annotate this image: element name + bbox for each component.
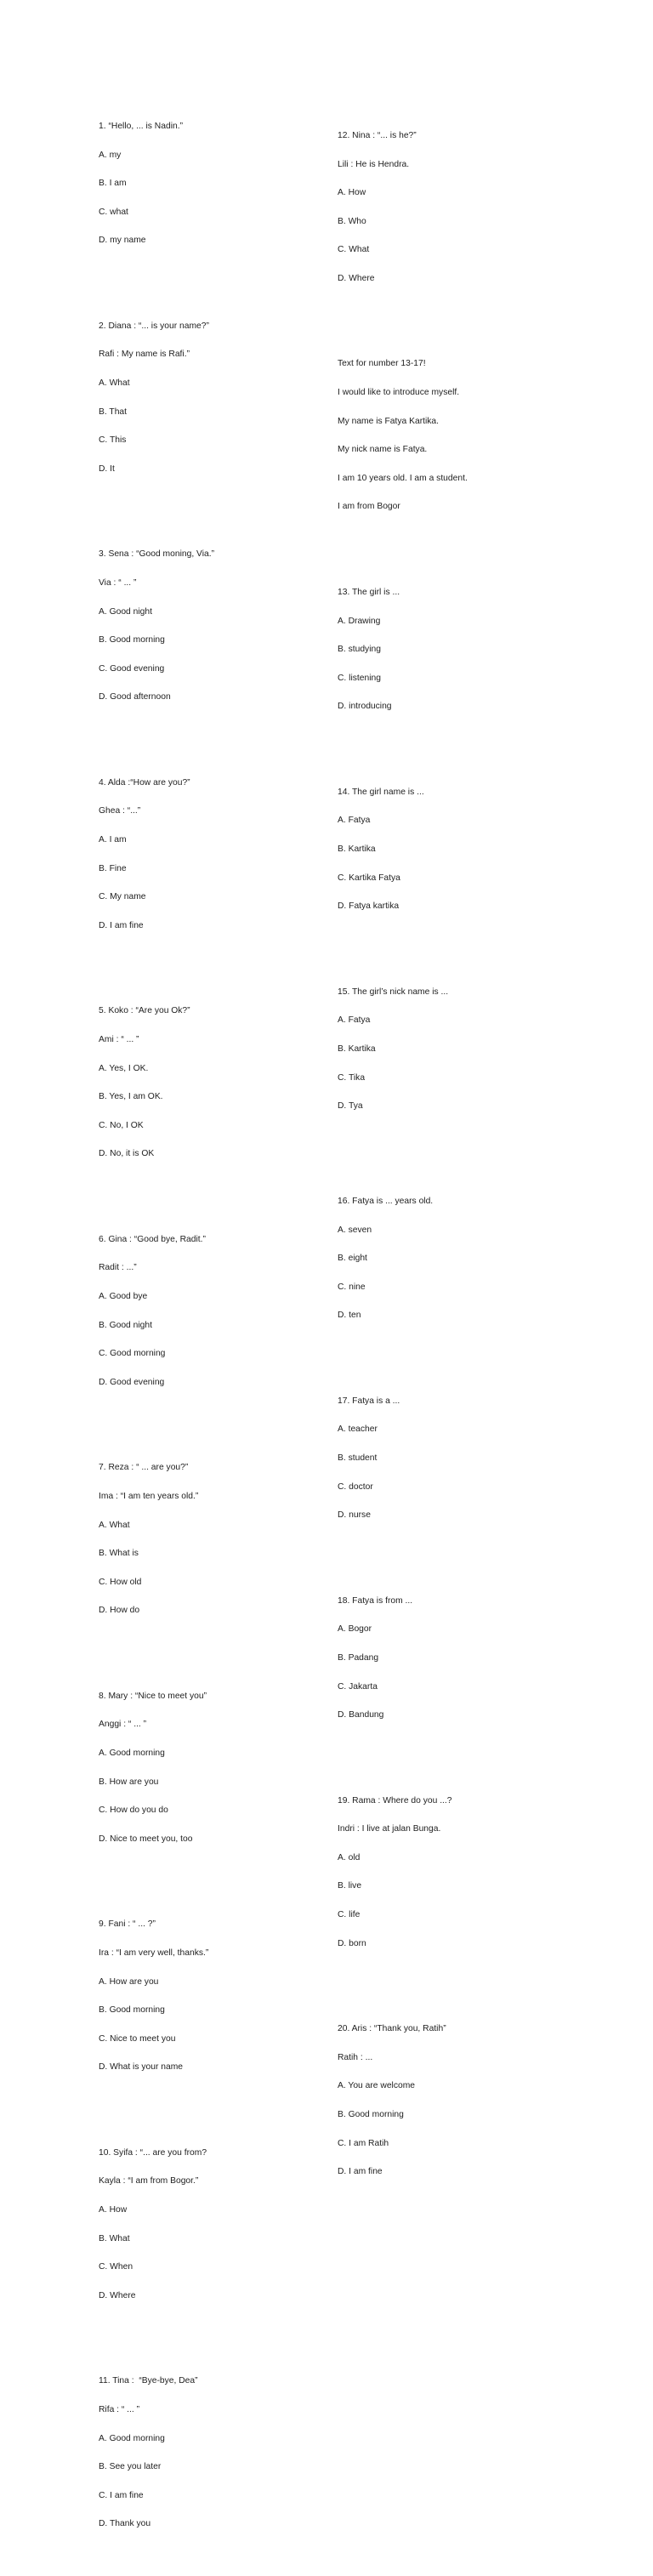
answer-option-b: B. Kartika [338,1043,376,1054]
question-prompt: 7. Reza : “ ... are you?” [99,1463,189,1473]
answer-option-c: C. what [99,207,128,217]
question-16 [338,1178,468,1339]
question-prompt: 11. Tina : “Bye-bye, Dea” [99,2376,198,2386]
question-prompt: 14. The girl name is ... [338,787,424,797]
answer-option-a: A. Good bye [99,1292,148,1301]
answer-option-b: B. What [99,2233,130,2243]
question-10 [99,2130,214,2320]
answer-option-b: B. See you later [99,2462,162,2472]
answer-option-b: B. Good morning [99,2005,165,2016]
answer-option-d: D. nurse [338,1510,371,1521]
answer-option-d: D. Good afternoon [99,692,171,702]
question-prompt: Kayla : “I am from Bogor.” [99,2176,199,2186]
answer-option-d: D. my name [99,236,146,246]
answer-option-b: B. studying [338,645,381,655]
question-5 [99,987,214,1178]
answer-option-b: B. How are you [99,1777,159,1787]
question-prompt: 15. The girl’s nick name is ... [338,987,449,997]
answer-option-d: D. I am fine [99,920,144,930]
answer-option-a: A. Bogor [338,1624,372,1635]
answer-option-c: C. I am fine [99,2490,144,2500]
answer-option-b: B. Who [338,216,366,226]
answer-option-d: D. ten [338,1311,361,1321]
question-3 [99,531,214,721]
question-prompt: Ratih : ... [338,2052,373,2062]
answer-option-d: D. Where [99,2290,136,2300]
answer-option-c: C. My name [99,892,146,902]
question-prompt: 6. Gina : “Good bye, Radit.” [99,1234,206,1244]
left-column [99,74,214,2576]
answer-option-a: A. How [338,188,366,198]
answer-option-c: C. I am Ratih [338,2138,389,2148]
answer-option-d: D. Good evening [99,1377,165,1387]
right-column [338,83,468,2224]
reading-passage [338,340,468,531]
question-prompt: Indri : I live at jalan Bunga. [338,1824,441,1834]
question-17 [338,1378,468,1539]
answer-option-a: A. seven [338,1225,372,1235]
question-prompt: 20. Aris : “Thank you, Ratih” [338,2024,446,2034]
answer-option-b: B. Padang [338,1652,379,1663]
answer-option-c: C. nine [338,1282,366,1292]
answer-option-a: A. Fatya [338,816,371,826]
answer-option-c: C. How do you do [99,1805,168,1816]
answer-option-d: D. Fatya kartika [338,901,400,912]
answer-option-a: A. How [99,2205,128,2215]
question-20 [338,2005,468,2196]
question-9 [99,1901,214,2091]
answer-option-b: B. Fine [99,863,127,873]
answer-option-d: D. Where [338,273,375,283]
answer-option-c: C. life [338,1910,361,1919]
question-7 [99,1444,214,1635]
reading-passage-title: Text for number 13-17! [338,359,426,369]
question-prompt: Via : “ ... ” [99,577,137,588]
reading-passage-line: My name is Fatya Kartika. [338,416,440,426]
answer-option-c: C. Tika [338,1072,366,1083]
answer-option-a: A. Good morning [99,2433,165,2443]
answer-option-d: D. born [338,1938,366,1948]
answer-option-d: D. What is your name [99,2062,183,2073]
answer-option-b: B. live [338,1881,362,1891]
question-prompt: Lili : He is Hendra. [338,159,410,169]
answer-option-a: A. old [338,1852,361,1862]
question-12 [338,112,468,303]
answer-option-d: D. introducing [338,702,392,712]
answer-option-c: C. How old [99,1577,142,1587]
question-prompt: 4. Alda :“How are you?” [99,777,190,788]
answer-option-a: A. What [99,378,130,388]
question-prompt: Rafi : My name is Rafi.” [99,350,190,360]
answer-option-b: B. Good morning [99,635,165,645]
answer-option-c: C. listening [338,673,381,683]
answer-option-b: B. eight [338,1254,367,1264]
answer-option-b: B. What is [99,1549,139,1559]
answer-option-d: D. No, it is OK [99,1149,155,1159]
answer-option-d: D. Tya [338,1101,363,1112]
question-prompt: Ami : “ ... ” [99,1034,139,1044]
answer-option-c: C. doctor [338,1481,373,1492]
question-prompt: Radit : ...” [99,1263,137,1273]
question-19 [338,1777,468,1967]
question-prompt: 19. Rama : Where do you ...? [338,1795,452,1805]
answer-option-a: A. Drawing [338,616,381,626]
answer-option-a: A. How are you [99,1976,159,1987]
question-prompt: 16. Fatya is ... years old. [338,1196,434,1206]
answer-option-c: C. No, I OK [99,1120,144,1130]
answer-option-d: D. Bandung [338,1710,384,1720]
reading-passage-line: I am 10 years old. I am a student. [338,473,468,483]
answer-option-c: C. When [99,2262,133,2272]
answer-option-b: B. student [338,1453,378,1463]
answer-option-b: B. Good night [99,1320,152,1330]
reading-passage-line: I am from Bogor [338,502,400,512]
reading-passage-line: My nick name is Fatya. [338,445,428,455]
answer-option-d: D. I am fine [338,2167,383,2177]
answer-option-a: A. What [99,1520,130,1530]
question-prompt: Ira : “I am very well, thanks.” [99,1948,209,1958]
answer-option-a: A. Good night [99,606,152,617]
answer-option-a: A. my [99,150,122,160]
answer-option-c: C. Nice to meet you [99,2033,176,2044]
answer-option-c: C. Kartika Fatya [338,873,400,883]
answer-option-b: B. Kartika [338,844,376,854]
question-prompt: 10. Syifa : “... are you from? [99,2147,207,2158]
answer-option-b: B. I am [99,179,127,189]
question-14 [338,769,468,930]
answer-option-c: C. What [338,245,370,255]
answer-option-b: B. Yes, I am OK. [99,1092,163,1102]
answer-option-b: B. That [99,407,128,417]
question-1 [99,103,214,264]
question-prompt: 1. “Hello, ... is Nadin.” [99,121,183,131]
answer-option-b: B. Good morning [338,2109,404,2119]
answer-option-c: C. Good morning [99,1349,166,1359]
question-prompt: 3. Sena : “Good moning, Via.” [99,549,215,560]
question-8 [99,1673,214,1863]
question-18 [338,1577,468,1738]
answer-option-a: A. You are welcome [338,2081,416,2091]
question-prompt: 18. Fatya is from ... [338,1595,413,1606]
question-prompt: Ghea : “...” [99,806,141,816]
question-4 [99,759,214,950]
question-prompt: Anggi : “ ... ” [99,1720,147,1730]
answer-option-a: A. I am [99,835,127,844]
question-prompt: 13. The girl is ... [338,587,400,597]
answer-option-d: D. It [99,463,115,474]
question-prompt: Rifa : “ ... ” [99,2404,140,2414]
question-6 [99,1216,214,1407]
answer-option-a: A. teacher [338,1424,378,1435]
answer-option-d: D. Thank you [99,2519,151,2529]
question-prompt: 2. Diana : “... is your name?” [99,321,209,331]
question-prompt: 8. Mary : “Nice to meet you” [99,1691,207,1701]
answer-option-a: A. Yes, I OK. [99,1063,149,1073]
answer-option-c: C. This [99,435,127,446]
answer-option-c: C. Jakarta [338,1681,378,1692]
question-13 [338,569,468,731]
question-prompt: Ima : “I am ten years old.” [99,1491,199,1501]
answer-option-d: D. How do [99,1606,140,1616]
reading-passage-line: I would like to introduce myself. [338,388,460,397]
question-prompt: 17. Fatya is a ... [338,1396,400,1406]
question-prompt: 5. Koko : “Are you Ok?” [99,1006,190,1016]
question-11 [99,2357,214,2548]
answer-option-c: C. Good evening [99,663,165,674]
question-prompt: 9. Fani : “ ... ?” [99,1919,156,1930]
answer-option-a: A. Fatya [338,1015,371,1026]
question-2 [99,303,214,493]
answer-option-d: D. Nice to meet you, too [99,1834,193,1844]
answer-option-a: A. Good morning [99,1749,165,1758]
question-15 [338,968,468,1129]
question-prompt: 12. Nina : “... is he?” [338,130,417,140]
